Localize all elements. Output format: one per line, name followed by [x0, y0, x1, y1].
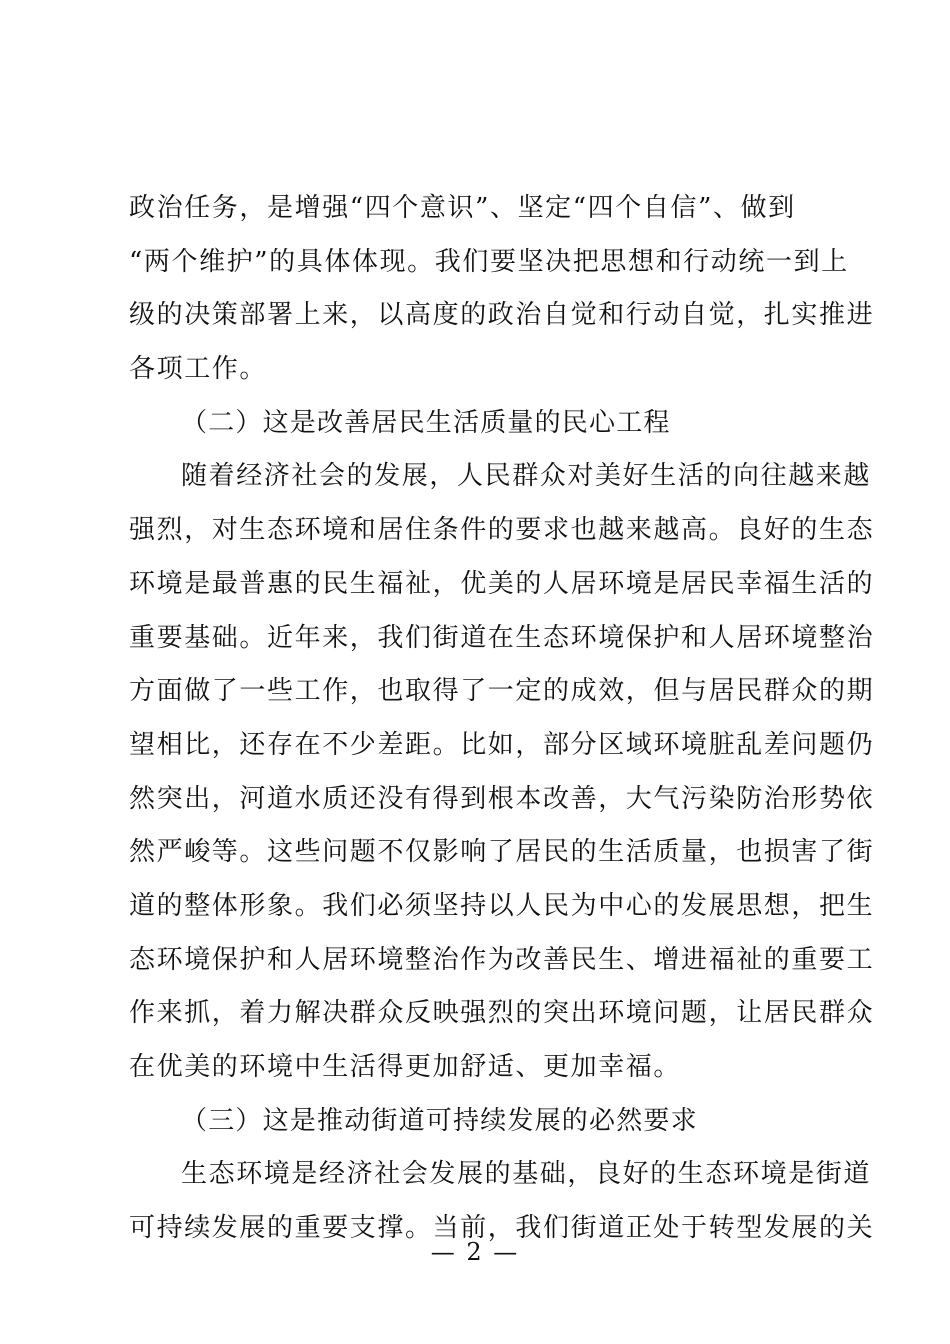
section-heading-2: （二）这是改善居民生活质量的民心工程	[181, 407, 671, 438]
text-line: 态环境保护和人居环境整治作为改善民生、增进福祉的重要工	[129, 944, 875, 975]
text-line: 环境是最普惠的民生福祉，优美的人居环境是居民幸福生活的	[129, 568, 875, 599]
paragraph-first-line: 随着经济社会的发展，人民群众对美好生活的向往越来越	[181, 461, 872, 492]
text-line: 道的整体形象。我们必须坚持以人民为中心的发展思想，把生	[129, 890, 875, 921]
text-line: 在优美的环境中生活得更加舒适、更加幸福。	[129, 1052, 682, 1082]
text-line: 政治任务，是增强“四个意识”、坚定“四个自信”、做到	[129, 193, 796, 223]
text-line: 然突出，河道水质还没有得到根本改善，大气污染防治形势依	[129, 783, 875, 814]
paragraph-first-line: 生态环境是经济社会发展的基础，良好的生态环境是街道	[181, 1159, 872, 1190]
text-line: 方面做了一些工作，也取得了一定的成效，但与居民群众的期	[129, 676, 875, 707]
text-line: 强烈，对生态环境和居住条件的要求也越来越高。良好的生态	[129, 515, 875, 546]
text-line: 然严峻等。这些问题不仅影响了居民的生活质量，也损害了街	[129, 837, 875, 868]
text-line: “两个维护”的具体体现。我们要坚决把思想和行动统一到上	[129, 246, 849, 277]
page-number: — 2 —	[430, 1238, 520, 1266]
text-line: 级的决策部署上来，以高度的政治自觉和行动自觉，扎实推进	[129, 300, 875, 331]
text-line: 各项工作。	[129, 354, 268, 385]
body-text	[129, 182, 875, 1256]
section-heading-3: （三）这是推动街道可持续发展的必然要求	[181, 1105, 698, 1136]
text-line: 可持续发展的重要支撑。当前，我们街道正处于转型发展的关	[129, 1213, 875, 1244]
text-line: 重要基础。近年来，我们街道在生态环境保护和人居环境整治	[129, 622, 875, 653]
text-line: 作来抓，着力解决群众反映强烈的突出环境问题，让居民群众	[129, 998, 875, 1029]
text-line: 望相比，还存在不少差距。比如，部分区域环境脏乱差问题仍	[129, 729, 875, 760]
